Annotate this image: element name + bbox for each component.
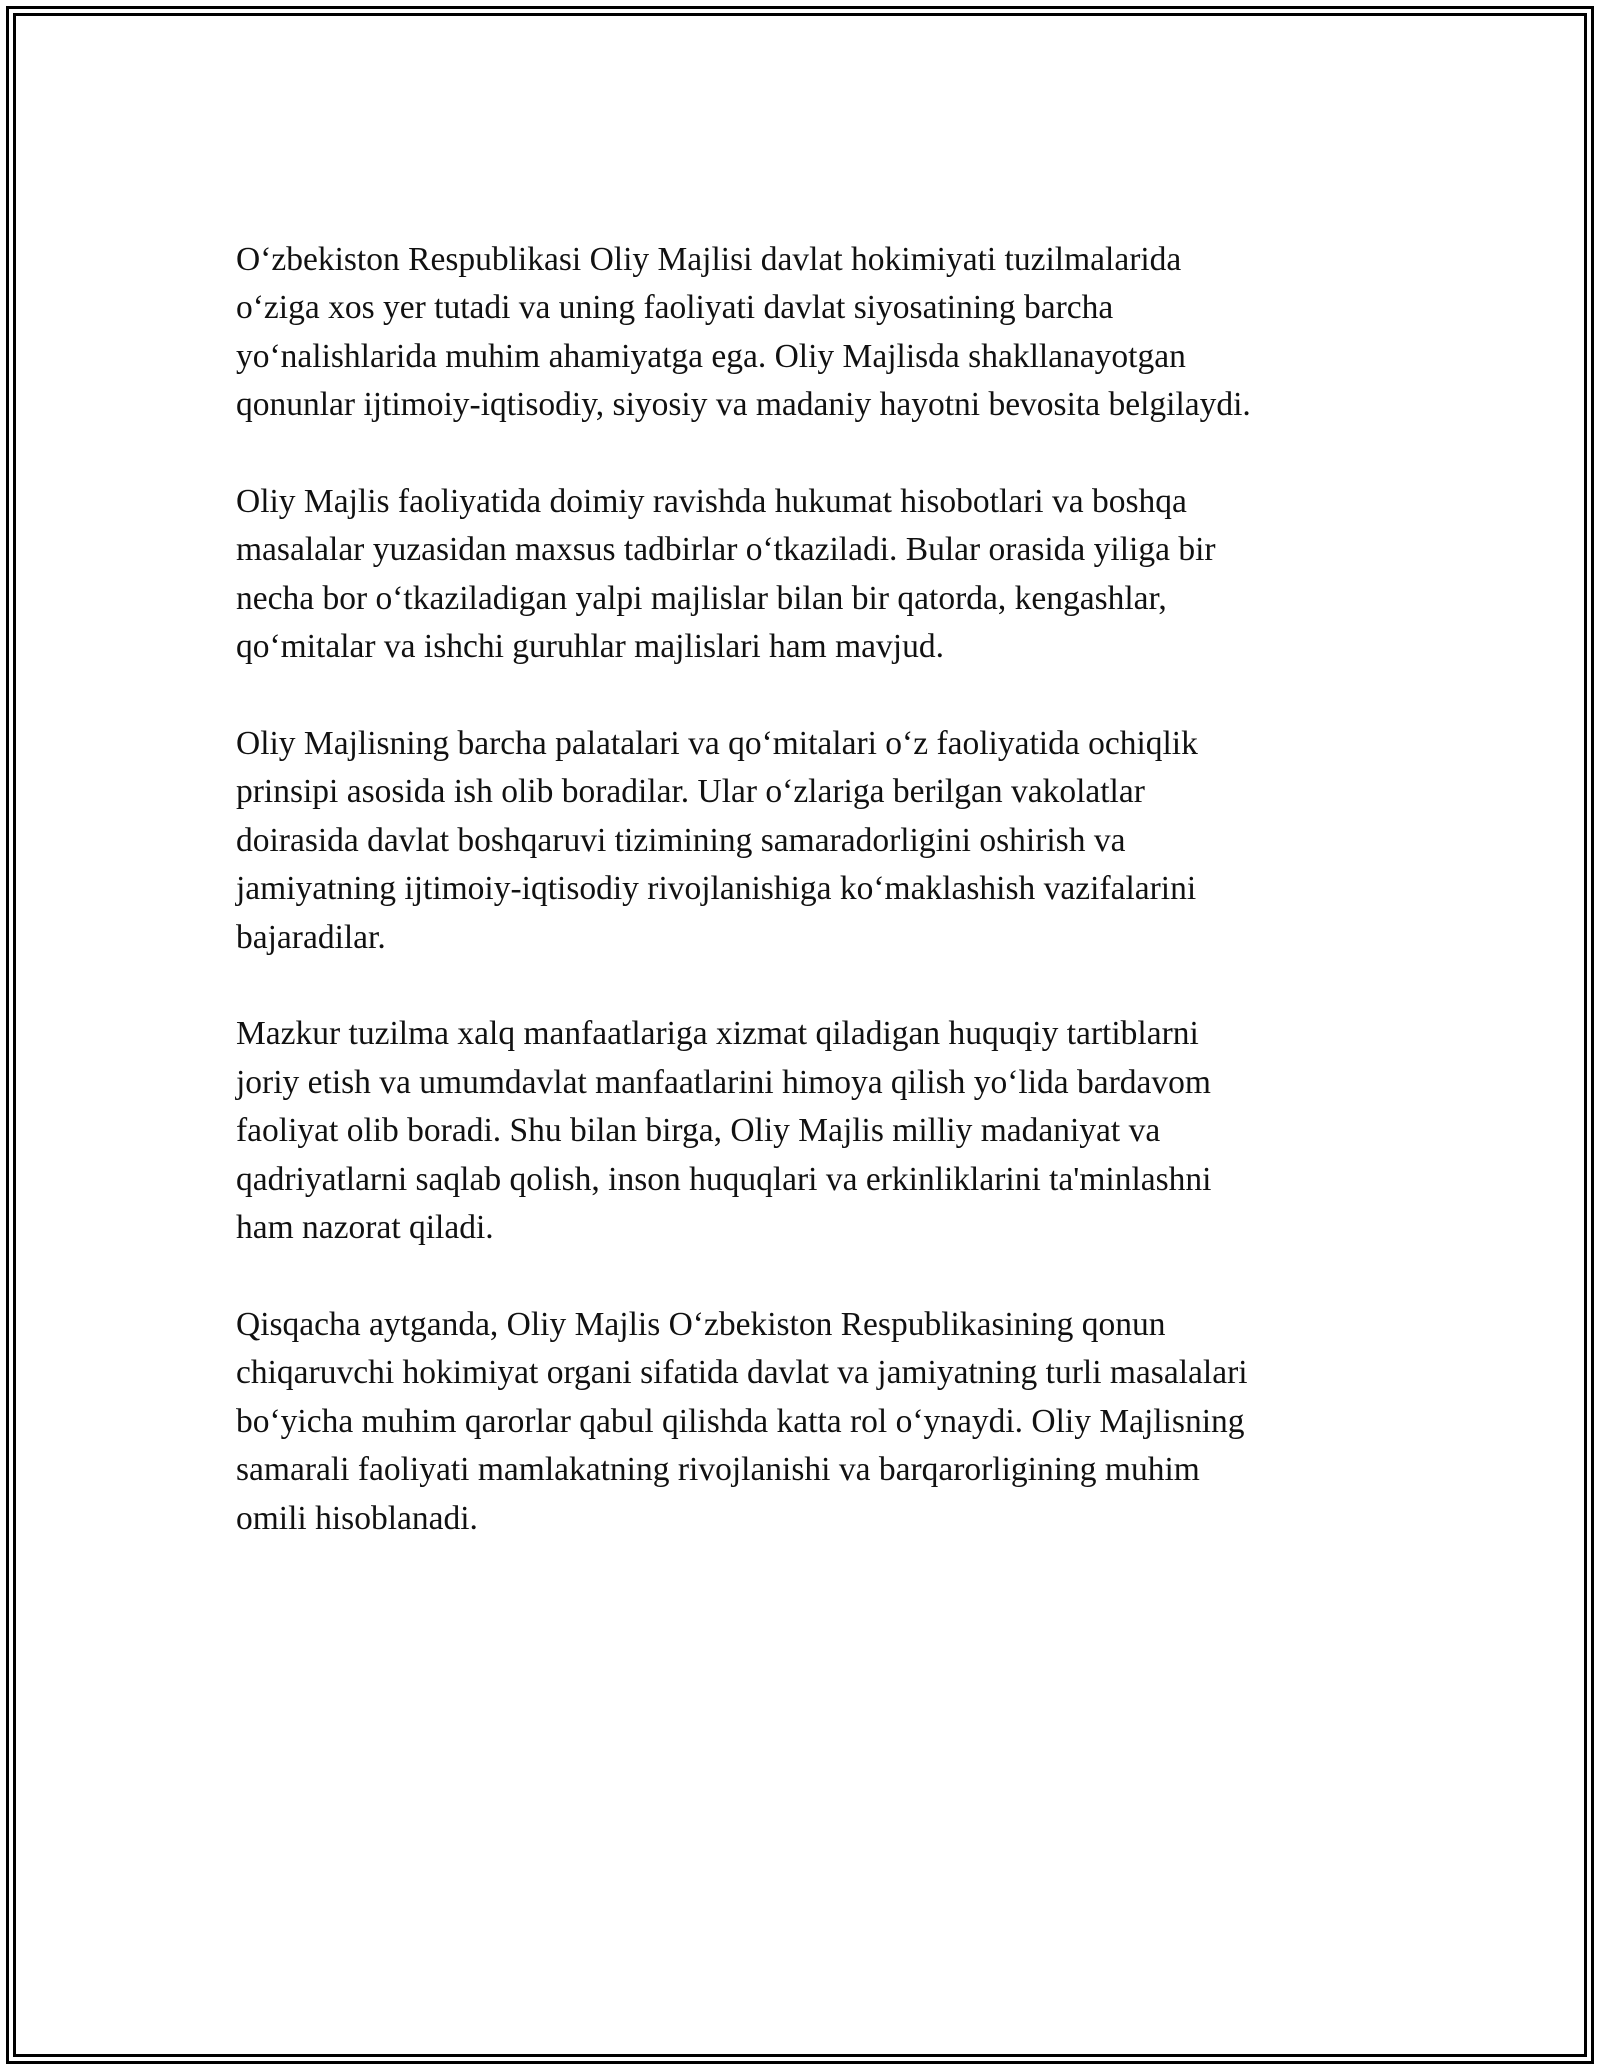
document-body: [236, 236, 1366, 1591]
paragraph-5: Qisqacha aytganda, Oliy Majlis O‘zbekiston Respublikasining qonun chiqaruvchi hokimiyat organi sifatida davlat va jamiyatning turli masalalari bo‘yicha muhim qarorlar qabul qilishda katta rol o‘ynaydi. Oliy Majlisning samarali faoliyati mamlakatning rivojlanishi va barqarorligining muhim omili hisoblanadi.: [236, 1305, 1248, 1537]
paragraph-2: Oliy Majlis faoliyatida doimiy ravishda hukumat hisobotlari va boshqa masalalar yuzasidan maxsus tadbirlar o‘tkaziladi. Bular orasida yiliga bir necha bor o‘tkaziladigan yalpi majlislar bilan bir qatorda, kengashlar, qo‘mitalar va ishchi guruhlar majlislari ham mavjud.: [236, 483, 1216, 666]
paragraph-4: Mazkur tuzilma xalq manfaatlariga xizmat qiladigan huquqiy tartiblarni joriy etish va umumdavlat manfaatlarini himoya qilish yo‘lida bardavom faoliyat olib boradi. Shu bilan birga, Oliy Majlis milliy madaniyat va qadriyatlarni saqlab qolish, inson huquqlari va erkinliklarini ta'minlashni ham nazorat qiladi.: [236, 1015, 1212, 1247]
paragraph-1: O‘zbekiston Respublikasi Oliy Majlisi davlat hokimiyati tuzilmalarida o‘ziga xos yer tutadi va uning faoliyati davlat siyosatining barcha yo‘nalishlarida muhim ahamiyatga ega. Oliy Majlisda shakllanayotgan qonunlar ijtimoiy-iqtisodiy, siyosiy va madaniy hayotni bevosita belgilaydi.: [236, 241, 1251, 424]
paragraph-3: Oliy Majlisning barcha palatalari va qo‘mitalari o‘z faoliyatida ochiqlik prinsipi asosida ish olib boradilar. Ular o‘zlariga berilgan vakolatlar doirasida davlat boshqaruvi tizimining samaradorligini oshirish va jamiyatning ijtimoiy-iqtisodiy rivojlanishiga ko‘maklashish vazifalarini bajaradilar.: [236, 725, 1198, 956]
